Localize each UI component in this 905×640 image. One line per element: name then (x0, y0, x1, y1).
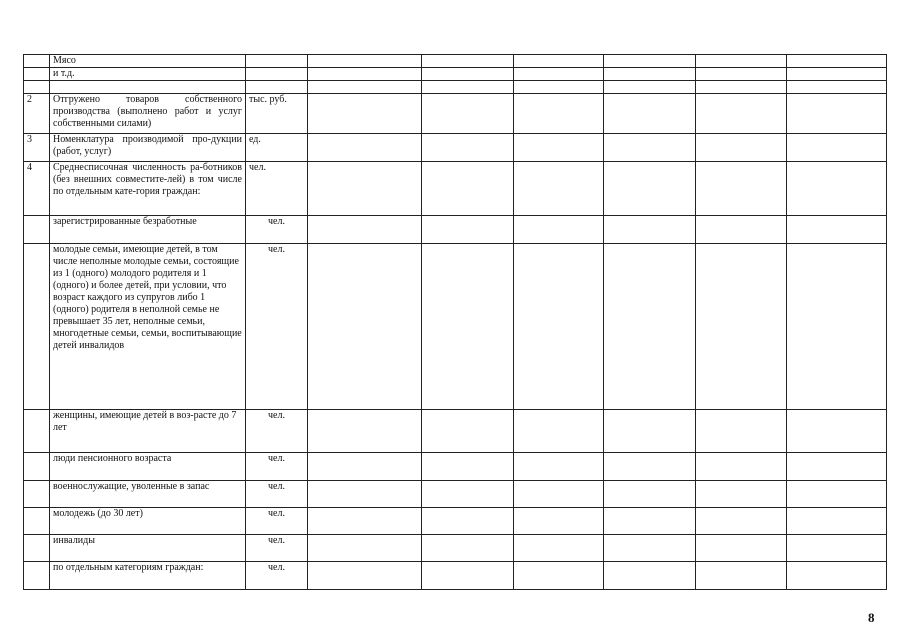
value-cell (308, 134, 422, 162)
value-cell (787, 562, 887, 590)
unit-cell: чел. (246, 535, 308, 562)
row-number (24, 535, 50, 562)
table-row (24, 481, 887, 508)
indicator-name: Среднесписочная численность ра-ботников (без внешних совместите-лей) в том числе по отдельным кате-гория граждан: (50, 162, 246, 216)
indicator-name: Мясо (50, 55, 246, 68)
table-row (24, 244, 887, 410)
value-cell (514, 453, 604, 481)
value-cell (787, 508, 887, 535)
unit-cell (246, 68, 308, 81)
value-cell (514, 535, 604, 562)
value-cell (422, 481, 514, 508)
value-cell (308, 481, 422, 508)
value-cell (604, 134, 696, 162)
value-cell (696, 453, 787, 481)
value-cell (787, 81, 887, 94)
value-cell (422, 68, 514, 81)
value-cell (604, 94, 696, 134)
row-number: 3 (24, 134, 50, 162)
value-cell (696, 481, 787, 508)
table-row (24, 134, 887, 162)
value-cell (422, 410, 514, 453)
value-cell (514, 55, 604, 68)
value-cell (514, 244, 604, 410)
unit-cell (246, 81, 308, 94)
value-cell (696, 508, 787, 535)
value-cell (696, 134, 787, 162)
value-cell (604, 562, 696, 590)
value-cell (696, 244, 787, 410)
value-cell (787, 68, 887, 81)
unit-cell: чел. (246, 562, 308, 590)
indicator-name: молодежь (до 30 лет) (50, 508, 246, 535)
value-cell (696, 216, 787, 244)
value-cell (514, 216, 604, 244)
value-cell (604, 535, 696, 562)
value-cell (787, 94, 887, 134)
row-number (24, 481, 50, 508)
value-cell (787, 244, 887, 410)
indicator-name: Номенклатура производимой про-дукции (работ, услуг) (50, 134, 246, 162)
indicator-name: зарегистрированные безработные (50, 216, 246, 244)
row-number (24, 453, 50, 481)
value-cell (604, 216, 696, 244)
table-row (24, 162, 887, 216)
table-row (24, 216, 887, 244)
value-cell (308, 68, 422, 81)
value-cell (422, 535, 514, 562)
unit-cell: чел. (246, 508, 308, 535)
value-cell (787, 216, 887, 244)
row-number (24, 244, 50, 410)
indicator-name: люди пенсионного возраста (50, 453, 246, 481)
value-cell (696, 68, 787, 81)
table-row (24, 410, 887, 453)
row-number (24, 68, 50, 81)
value-cell (514, 94, 604, 134)
value-cell (604, 481, 696, 508)
indicator-name: военнослужащие, уволенные в запас (50, 481, 246, 508)
value-cell (696, 55, 787, 68)
value-cell (787, 481, 887, 508)
value-cell (787, 134, 887, 162)
value-cell (514, 68, 604, 81)
row-number: 2 (24, 94, 50, 134)
unit-cell: чел. (246, 410, 308, 453)
row-number (24, 216, 50, 244)
value-cell (787, 535, 887, 562)
value-cell (422, 508, 514, 535)
row-number (24, 508, 50, 535)
table-row (24, 94, 887, 134)
value-cell (308, 162, 422, 216)
value-cell (514, 508, 604, 535)
row-number (24, 81, 50, 94)
value-cell (422, 162, 514, 216)
value-cell (604, 162, 696, 216)
row-number (24, 562, 50, 590)
value-cell (604, 81, 696, 94)
value-cell (308, 453, 422, 481)
form-table (23, 54, 887, 590)
table-row (24, 562, 887, 590)
table-row (24, 55, 887, 68)
value-cell (696, 410, 787, 453)
value-cell (308, 81, 422, 94)
indicator-name: женщины, имеющие детей в воз-расте до 7 лет (50, 410, 246, 453)
value-cell (422, 94, 514, 134)
table-row (24, 453, 887, 481)
unit-cell: чел. (246, 244, 308, 410)
unit-cell: тыс. руб. (246, 94, 308, 134)
value-cell (604, 244, 696, 410)
value-cell (422, 562, 514, 590)
value-cell (514, 562, 604, 590)
value-cell (514, 81, 604, 94)
value-cell (514, 134, 604, 162)
value-cell (422, 81, 514, 94)
value-cell (422, 453, 514, 481)
indicator-name: инвалиды (50, 535, 246, 562)
value-cell (514, 481, 604, 508)
value-cell (787, 453, 887, 481)
value-cell (696, 562, 787, 590)
page-number: 8 (868, 610, 875, 625)
value-cell (696, 162, 787, 216)
unit-cell: чел. (246, 162, 308, 216)
value-cell (422, 55, 514, 68)
value-cell (604, 55, 696, 68)
indicator-name: молодые семьи, имеющие детей, в том числе неполные молодые семьи, состоящие из 1 (одного) молодого родителя и 1 (одного) и более детей, при условии, что возраст каждого из супругов либо 1 (одного) родителя в неполной семье не превышает 35 лет, неполные семьи, многодетные семьи, семьи, воспитывающие детей инвалидов (50, 244, 246, 410)
value-cell (308, 216, 422, 244)
value-cell (696, 81, 787, 94)
value-cell (514, 410, 604, 453)
value-cell (422, 216, 514, 244)
value-cell (308, 244, 422, 410)
unit-cell (246, 55, 308, 68)
value-cell (422, 244, 514, 410)
table-row (24, 535, 887, 562)
unit-cell: чел. (246, 453, 308, 481)
value-cell (604, 508, 696, 535)
table-row (24, 81, 887, 94)
value-cell (308, 508, 422, 535)
value-cell (308, 94, 422, 134)
value-cell (308, 562, 422, 590)
unit-cell: чел. (246, 216, 308, 244)
value-cell (308, 55, 422, 68)
row-number (24, 55, 50, 68)
indicator-name: Отгружено товаров собственного производства (выполнено работ и услуг собственными силами) (50, 94, 246, 134)
row-number (24, 410, 50, 453)
value-cell (696, 94, 787, 134)
table-row (24, 508, 887, 535)
table-row (24, 68, 887, 81)
row-number: 4 (24, 162, 50, 216)
unit-cell: ед. (246, 134, 308, 162)
value-cell (787, 410, 887, 453)
unit-cell: чел. (246, 481, 308, 508)
indicator-name: по отдельным категориям граждан: (50, 562, 246, 590)
value-cell (604, 410, 696, 453)
value-cell (604, 68, 696, 81)
value-cell (787, 55, 887, 68)
value-cell (696, 535, 787, 562)
value-cell (787, 162, 887, 216)
value-cell (604, 453, 696, 481)
value-cell (308, 410, 422, 453)
value-cell (308, 535, 422, 562)
value-cell (514, 162, 604, 216)
indicator-name (50, 81, 246, 94)
value-cell (422, 134, 514, 162)
indicator-name: и т.д. (50, 68, 246, 81)
